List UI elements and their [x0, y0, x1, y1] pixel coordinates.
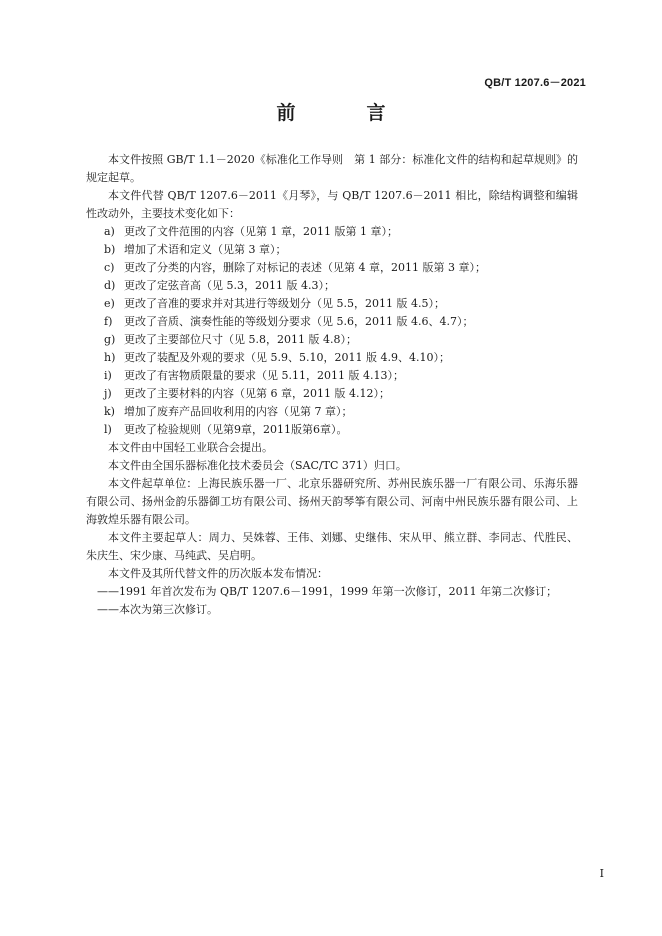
list-item [86, 403, 578, 421]
list-marker: k) [104, 405, 115, 418]
list-item [86, 349, 578, 367]
list-marker: g) [104, 333, 116, 346]
page-title: 前 言 [276, 102, 412, 124]
paragraph-drafting-rules: 本文件按照 GB/T 1.1－2020《标准化工作导则 第 1 部分：标准化文件的结构和起草规则》的规定起草。 [86, 153, 578, 184]
list-marker: i) [104, 369, 112, 382]
list-item [86, 331, 578, 349]
paragraph-replacement: 本文件代替 QB/T 1207.6－2011《月琴》，与 QB/T 1207.6－2011 相比，除结构调整和编辑性改动外，主要技术变化如下： [86, 189, 578, 220]
list-item [86, 241, 578, 259]
list-marker: a) [104, 225, 115, 238]
list-item-text: 更改了定弦音高（见 5.3，2011 版 4.3）； [124, 279, 335, 292]
list-marker: l) [104, 423, 112, 436]
paragraph-jurisdiction: 本文件由全国乐器标准化技术委员会（SAC/TC 371）归口。 [108, 459, 407, 472]
history-item: ——1991 年首次发布为 QB/T 1207.6－1991，1999 年第一次修订，2011 年第二次修订； [97, 585, 558, 598]
list-item-text: 更改了主要材料的内容（见第 6 章，2011 版 4.12）； [124, 387, 390, 400]
list-marker: b) [104, 243, 116, 256]
list-item [86, 367, 578, 385]
list-item-text: 更改了文件范围的内容（见第 1 章，2011 版第 1 章）； [124, 225, 398, 238]
list-item [86, 223, 578, 241]
list-marker: e) [104, 297, 115, 310]
list-marker: h) [104, 351, 116, 364]
paragraph-drafting-units: 本文件起草单位：上海民族乐器一厂、北京乐器研究所、苏州民族乐器一厂有限公司、乐海乐器有限公司、扬州金韵乐器御工坊有限公司、扬州天韵琴筝有限公司、河南中州民族乐器有限公司、上海敦煌乐器有限公司。 [86, 477, 578, 526]
list-item [86, 385, 578, 403]
list-item-text: 增加了术语和定义（见第 3 章）； [124, 243, 287, 256]
list-item [86, 421, 578, 439]
page-number: I [599, 867, 604, 880]
list-marker: f) [104, 315, 113, 328]
list-item-text: 更改了音准的要求并对其进行等级划分（见 5.5，2011 版 4.5）； [124, 297, 445, 310]
list-item-text: 更改了检验规则（见第9章，2011版第6章）。 [124, 423, 348, 436]
paragraph-history-intro: 本文件及其所代替文件的历次版本发布情况： [108, 567, 328, 580]
list-item-text: 更改了音质、演奏性能的等级划分要求（见 5.6，2011 版 4.6、4.7）； [124, 315, 474, 328]
list-item-text: 更改了分类的内容，删除了对标记的表述（见第 4 章，2011 版第 3 章）； [124, 261, 486, 274]
list-marker: d) [104, 279, 116, 292]
paragraph-drafters: 本文件主要起草人：周力、吴姝蓉、王伟、刘娜、史继伟、宋从甲、熊立群、李同志、代胜民、朱庆生、宋少康、马纯武、吴启明。 [86, 531, 578, 562]
list-item [86, 259, 578, 277]
paragraph-proposer: 本文件由中国轻工业联合会提出。 [108, 441, 273, 454]
foreword-body [86, 151, 578, 619]
list-marker: j) [104, 387, 112, 400]
list-item [86, 277, 578, 295]
list-item-text: 更改了主要部位尺寸（见 5.8，2011 版 4.8）； [124, 333, 357, 346]
list-item-text: 增加了废弃产品回收利用的内容（见第 7 章）； [124, 405, 353, 418]
list-item-text: 更改了装配及外观的要求（见 5.9、5.10，2011 版 4.9、4.10）； [124, 351, 450, 364]
list-marker: c) [104, 261, 115, 274]
standard-code: QB/T 1207.6－2021 [484, 77, 586, 89]
list-item-text: 更改了有害物质限量的要求（见 5.11，2011 版 4.13）； [124, 369, 404, 382]
list-item [86, 313, 578, 331]
technical-changes-list [86, 223, 578, 439]
list-item [86, 295, 578, 313]
history-item: ——本次为第三次修订。 [97, 603, 218, 616]
